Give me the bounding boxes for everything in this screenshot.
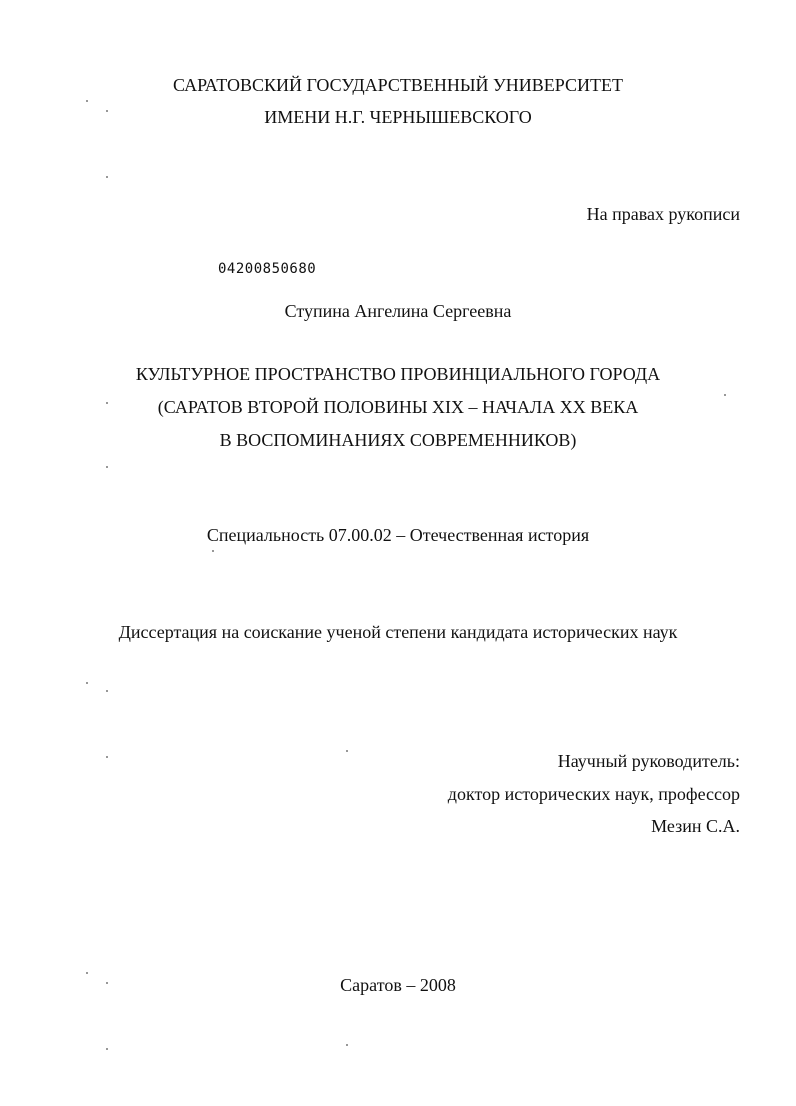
supervisor-label: Научный руководитель: <box>557 751 740 771</box>
scan-speck <box>346 750 348 752</box>
scan-speck <box>106 466 108 468</box>
scan-speck <box>86 682 88 684</box>
scan-speck <box>346 1044 348 1046</box>
scan-speck <box>212 550 214 552</box>
scan-speck <box>106 176 108 178</box>
scan-speck <box>86 972 88 974</box>
scan-speck <box>106 402 108 404</box>
dissertation-title-line2: (САРАТОВ ВТОРОЙ ПОЛОВИНЫ XIX – НАЧАЛА XX ВЕКА <box>157 397 639 417</box>
city-year: Саратов – 2008 <box>340 975 456 995</box>
supervisor-name: Мезин С.А. <box>651 816 740 836</box>
author-name: Ступина Ангелина Сергеевна <box>284 301 512 321</box>
scan-speck <box>106 1048 108 1050</box>
scan-speck <box>86 100 88 102</box>
manuscript-note: На правах рукописи <box>586 204 740 224</box>
scan-speck <box>724 394 726 396</box>
scan-speck <box>106 110 108 112</box>
dissertation-title-line1: КУЛЬТУРНОЕ ПРОСТРАНСТВО ПРОВИНЦИАЛЬНОГО ГОРОДА <box>135 364 661 384</box>
university-name-line2: ИМЕНИ Н.Г. ЧЕРНЫШЕВСКОГО <box>264 107 532 127</box>
supervisor-degree: доктор исторических наук, профессор <box>447 784 740 804</box>
registration-number: 04200850680 <box>218 261 317 277</box>
dissertation-degree: Диссертация на соискание ученой степени кандидата исторических наук <box>118 622 678 642</box>
specialty: Специальность 07.00.02 – Отечественная история <box>206 525 590 545</box>
scan-speck <box>106 756 108 758</box>
university-name-line1: САРАТОВСКИЙ ГОСУДАРСТВЕННЫЙ УНИВЕРСИТЕТ <box>172 75 624 95</box>
scan-speck <box>106 690 108 692</box>
scan-speck <box>106 982 108 984</box>
dissertation-title-line3: В ВОСПОМИНАНИЯХ СОВРЕМЕННИКОВ) <box>219 430 577 450</box>
